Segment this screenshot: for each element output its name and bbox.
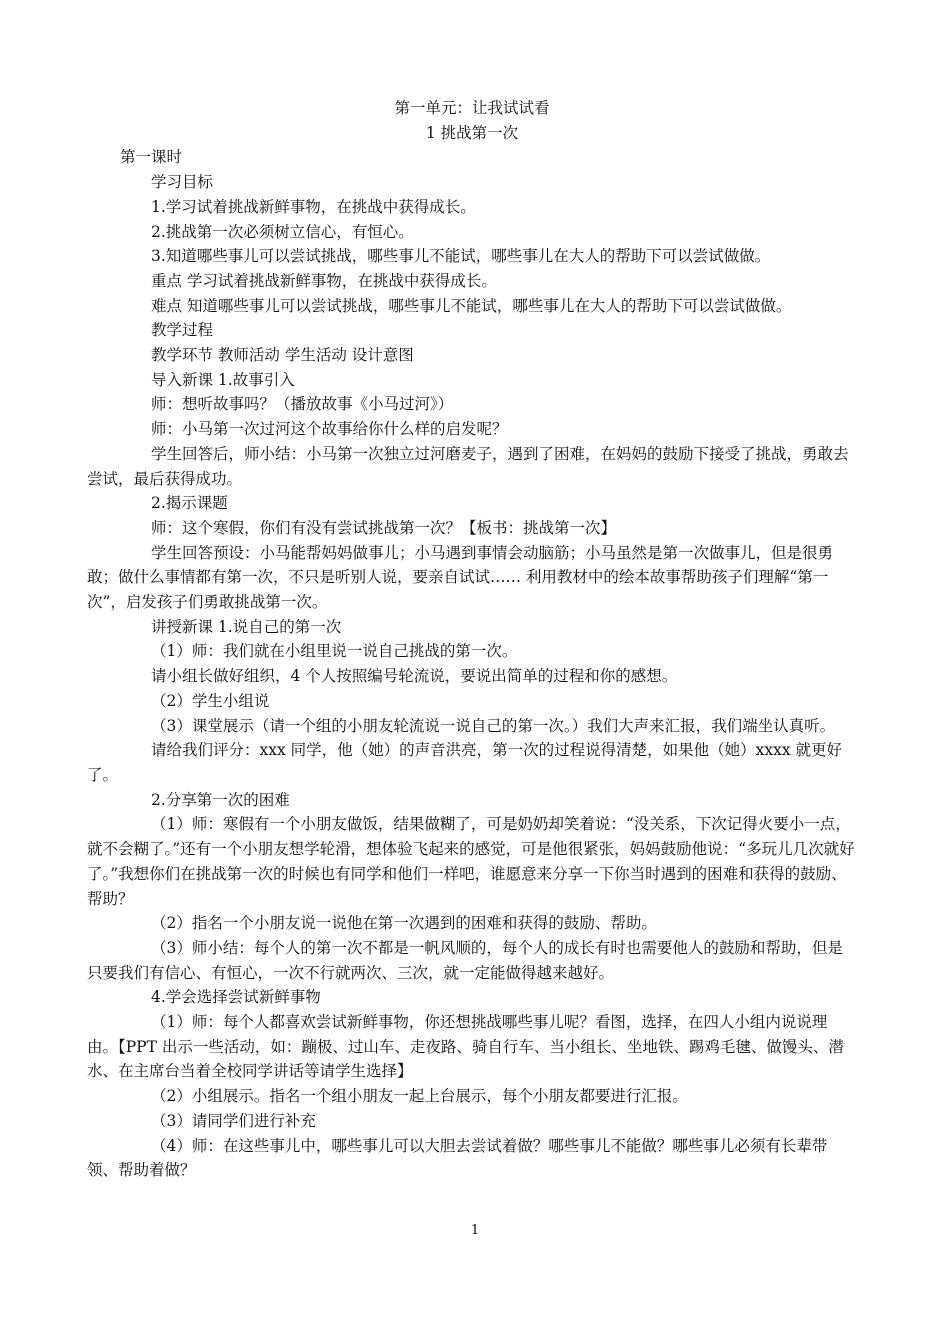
paragraph: （2）小组展示。指名一个组小朋友一起上台展示，每个小朋友都要进行汇报。 — [151, 1087, 688, 1106]
paragraph: 第一课时 — [120, 148, 183, 167]
paragraph: 讲授新课 1.说自己的第一次 — [151, 617, 342, 636]
page-number: 1 — [470, 1223, 480, 1238]
paragraph: （2）学生小组说 — [151, 691, 270, 710]
paragraph: （2）指名一个小朋友说一说他在第一次遇到的困难和获得的鼓励、帮助。 — [151, 914, 657, 933]
paragraph: 请小组长做好组织，4 个人按照编号轮流说，要说出简单的过程和你的感想。 — [151, 667, 678, 686]
paragraph: （3）请同学们进行补充 — [151, 1111, 316, 1130]
paragraph: 2.挑战第一次必须树立信心，有恒心。 — [151, 222, 414, 241]
paragraph: 2.揭示课题 — [151, 494, 228, 513]
paragraph: （3）课堂展示（请一个组的小朋友轮流说一说自己的第一次。）我们大声来汇报，我们端坐认真听。 — [151, 716, 836, 735]
paragraph: 重点 学习试着挑战新鲜事物，在挑战中获得成长。 — [151, 271, 497, 290]
paragraph: （1）师：每个人都喜欢尝试新鲜事物，你还想挑战哪些事儿呢？看图，选择，在四人小组内说说理由。【PPT 出示一些活动，如：蹦极、过山车、走夜路、骑自行车、当小组长、坐地铁、踢鸡毛毽、做馒头、潜水、在主席台当着全校同学讲话等请学生选择】 — [87, 1013, 844, 1081]
paragraph: 4.学会选择尝试新鲜事物 — [151, 988, 321, 1007]
paragraph: 请给我们评分：xxx 同学，他（她）的声音洪亮，第一次的过程说得清楚，如果他（她）xxxx 就更好了。 — [87, 741, 843, 784]
paragraph: 2.分享第一次的困难 — [151, 790, 290, 809]
paragraph: 1.学习试着挑战新鲜事物，在挑战中获得成长。 — [151, 197, 476, 216]
lesson-title: 1 挑战第一次 — [425, 123, 519, 142]
paragraph: 导入新课 1.故事引入 — [151, 370, 295, 389]
paragraph: 3.知道哪些事儿可以尝试挑战，哪些事儿不能试，哪些事儿在大人的帮助下可以尝试做做。 — [151, 247, 771, 266]
paragraph: （1）师：我们就在小组里说一说自己挑战的第一次。 — [151, 642, 518, 661]
paragraph: 学生回答预设：小马能帮妈妈做事儿；小马遇到事情会动脑筋；小马虽然是第一次做事儿，但是很勇敢；做什么事情都有第一次，不只是听别人说，要亲自试试…… 利用教材中的绘本故事帮助孩子们理解“第一次”，启发孩子们勇敢挑战第一次。 — [87, 543, 834, 612]
document-body — [87, 96, 857, 1183]
paragraph: 教学环节 教师活动 学生活动 设计意图 — [151, 346, 414, 365]
paragraph: 学习目标 — [151, 173, 214, 192]
paragraph: 难点 知道哪些事儿可以尝试挑战，哪些事儿不能试，哪些事儿在大人的帮助下可以尝试做做。 — [151, 296, 792, 315]
paragraph: （1）师：寒假有一个小朋友做饭，结果做糊了，可是奶奶却笑着说：“没关系，下次记得火要小一点，就不会糊了。”还有一个小朋友想学轮滑，想体验飞起来的感觉，可是他很紧张，妈妈鼓励他说：“多玩儿几次就好了。”我想你们在挑战第一次的时候也有同学和他们一样吧，谁愿意来分享一下你当时遇到的困难和获得的鼓励、帮助？ — [87, 815, 855, 908]
paragraph: 师：想听故事吗？（播放故事《小马过河》） — [151, 395, 454, 414]
paragraph: （4）师：在这些事儿中，哪些事儿可以大胆去尝试着做？哪些事儿不能做？哪些事儿必须有长辈带领、帮助着做？ — [87, 1136, 828, 1180]
paragraph: 学生回答后，师小结：小马第一次独立过河磨麦子，遇到了困难，在妈妈的鼓励下接受了挑战，勇敢去尝试，最后获得成功。 — [87, 444, 849, 488]
paragraph: （3）师小结：每个人的第一次不都是一帆风顺的，每个人的成长有时也需要他人的鼓励和帮助，但是只要我们有信心、有恒心，一次不行就两次、三次，就一定能做得越来越好。 — [87, 938, 843, 982]
unit-title: 第一单元：让我试试看 — [394, 99, 550, 117]
paragraph: 教学过程 — [151, 321, 214, 340]
paragraph: 师：这个寒假，你们有没有尝试挑战第一次？【板书：挑战第一次】 — [151, 518, 617, 537]
paragraph: 师：小马第一次过河这个故事给你什么样的启发呢？ — [151, 420, 508, 439]
